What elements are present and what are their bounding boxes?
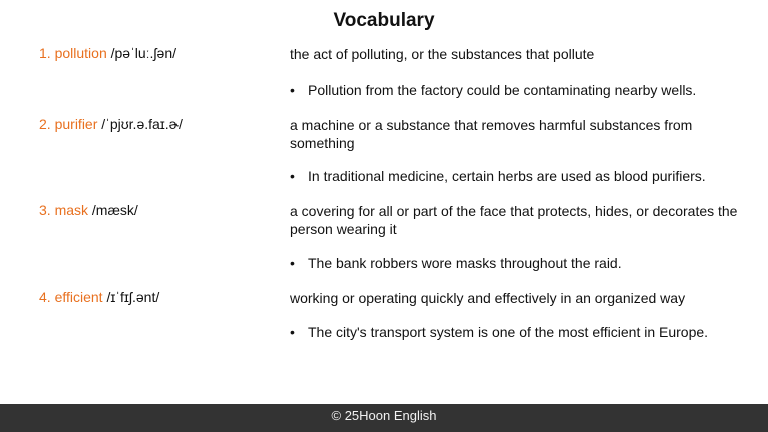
entry-number: 2. [39,116,51,132]
vocab-word: efficient [54,289,103,305]
example-sentence-1 [290,81,740,99]
footer-bar [0,404,768,432]
vocab-word-cell [39,289,279,305]
definition: a machine or a substance that removes harmful substances from something [290,117,693,151]
bullet-icon: • [290,324,295,340]
definition: a covering for all or part of the face that protects, hides, or decorates the person wearing it [290,203,738,237]
vocab-word-cell [39,116,279,132]
copyright-text: © 25Hoon English [331,408,437,423]
entry-number: 3. [39,202,51,218]
example-text: Pollution from the factory could be contaminating nearby wells. [308,82,697,98]
pronunciation: /mæsk/ [91,202,138,218]
example-text: The city's transport system is one of the most efficient in Europe. [308,324,709,340]
example-sentence-3 [290,254,740,272]
pronunciation: /ˈpjʊr.ə.faɪ.ɚ/ [101,116,183,132]
vocab-word-cell [39,202,279,218]
entry-number: 1. [39,45,51,61]
bullet-icon: • [290,168,295,184]
entry-number: 4. [39,289,51,305]
example-text: The bank robbers wore masks throughout the raid. [308,255,622,271]
example-text: In traditional medicine, certain herbs are used as blood purifiers. [308,168,706,184]
example-sentence-4 [290,323,740,341]
definition: the act of polluting, or the substances that pollute [290,46,595,62]
pronunciation: /ɪˈfɪʃ.ənt/ [106,289,160,305]
page-title: Vocabulary [333,10,435,31]
pronunciation: /pəˈluː.ʃən/ [110,45,176,61]
bullet-icon: • [290,255,295,271]
vocab-word: purifier [54,116,98,132]
vocab-word-cell [39,45,279,61]
example-sentence-2 [290,167,740,185]
bullet-icon: • [290,82,295,98]
definition: working or operating quickly and effectively in an organized way [290,290,686,306]
vocab-word: mask [54,202,89,218]
vocab-word: pollution [54,45,107,61]
